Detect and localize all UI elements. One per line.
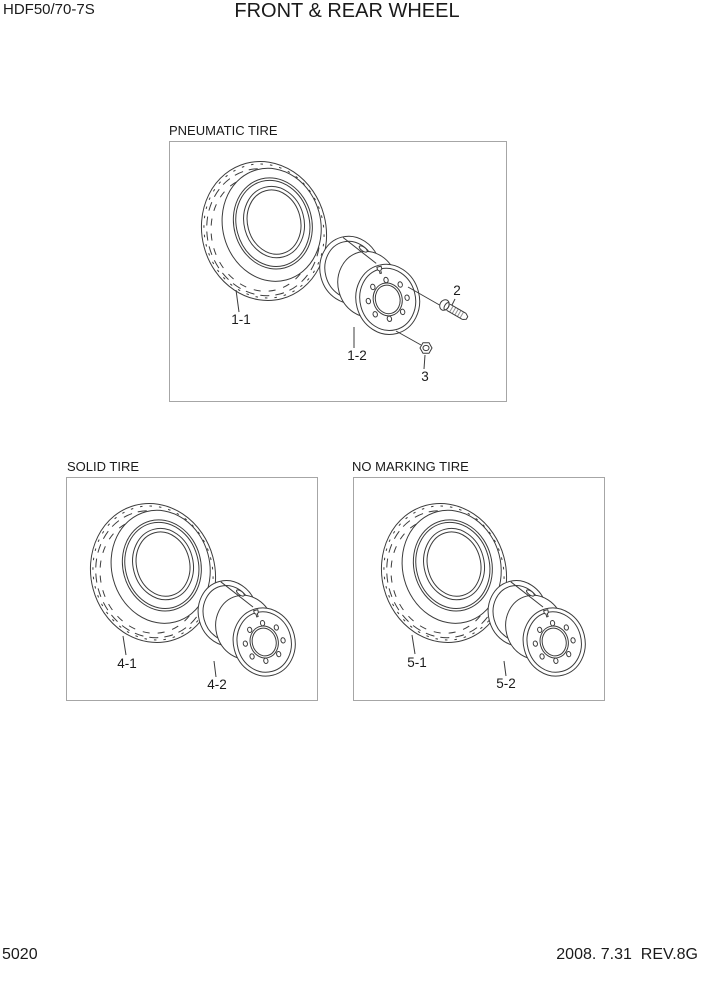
part-label-rim: 1-2 <box>347 348 367 363</box>
panel-label-pneumatic: PNEUMATIC TIRE <box>169 123 278 138</box>
leader-line-tire-label <box>236 290 239 312</box>
part-label-nut: 3 <box>421 369 429 384</box>
page-title: FRONT & REAR WHEEL <box>234 0 460 22</box>
part-label-tire: 5-1 <box>407 655 427 670</box>
leader-line-nut-label <box>424 355 425 369</box>
pneumatic-tire-drawing <box>186 147 342 314</box>
part-label-tire: 1-1 <box>231 312 251 327</box>
hub-nut-drawing <box>420 343 432 353</box>
leader-line-tire-label <box>412 635 415 654</box>
footer-revision-date: 2008. 7.31 REV.8G <box>556 946 698 963</box>
solid-rim-drawing <box>191 574 303 683</box>
solid-diagram <box>67 478 317 700</box>
footer-page-number: 5020 <box>2 946 38 963</box>
model-code: HDF50/70-7S <box>3 1 95 18</box>
leader-line-bolt-label <box>452 299 455 305</box>
pneumatic-diagram <box>170 142 506 401</box>
pneumatic-rim-drawing <box>312 229 427 341</box>
panel-label-no-marking: NO MARKING TIRE <box>352 459 469 474</box>
leader-line-tire-label <box>123 636 126 655</box>
part-label-bolt: 2 <box>453 283 461 298</box>
no-marking-rim-drawing <box>481 574 593 683</box>
part-label-rim: 5-2 <box>496 676 516 691</box>
no-marking-diagram <box>354 478 604 700</box>
leader-line-rim-to-nut <box>396 331 421 345</box>
leader-line-rim-label <box>214 661 216 677</box>
diagram-box-pneumatic <box>169 141 507 402</box>
diagram-box-no-marking <box>353 477 605 701</box>
panel-label-solid: SOLID TIRE <box>67 459 140 474</box>
part-label-tire: 4-1 <box>117 656 137 671</box>
leader-line-rim-label <box>504 661 506 676</box>
part-label-rim: 4-2 <box>207 677 227 692</box>
diagram-box-solid <box>66 477 318 701</box>
